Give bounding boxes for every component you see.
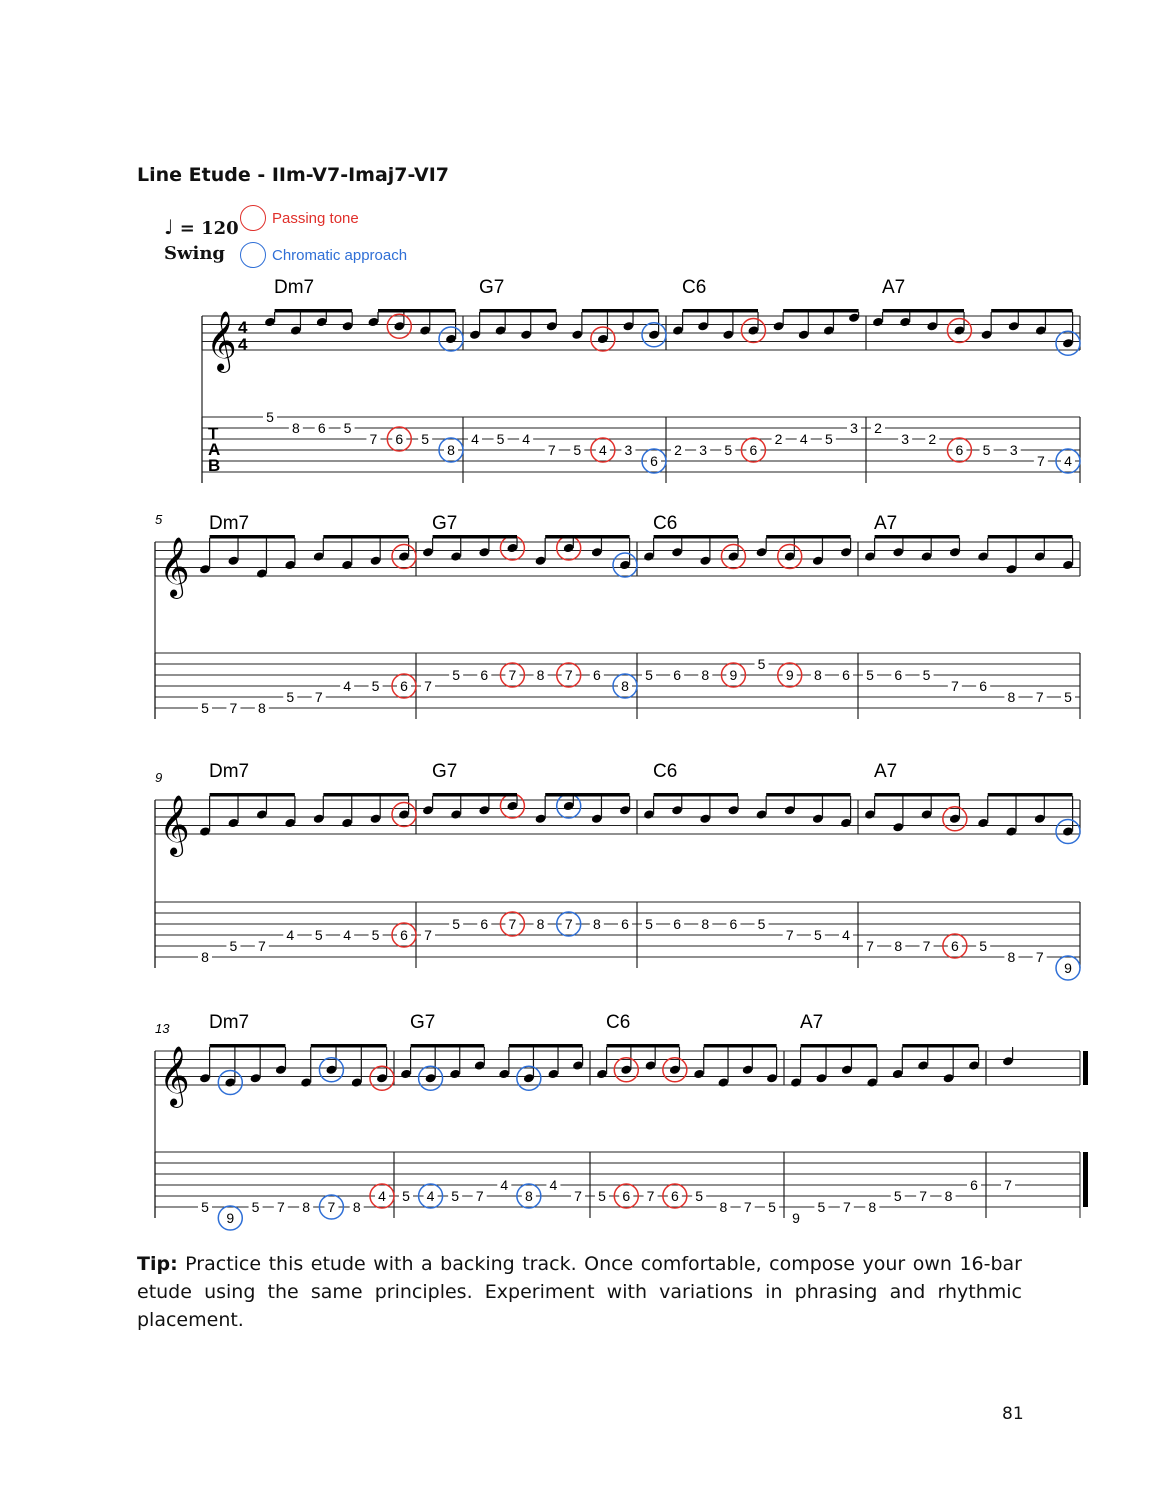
fret-number: 5 bbox=[982, 442, 991, 458]
beam bbox=[883, 309, 964, 313]
fret-number: 5 bbox=[201, 700, 209, 716]
swing-feel: Swing bbox=[164, 243, 226, 264]
fret-number: 4 bbox=[343, 678, 352, 694]
chord-symbol: G7 bbox=[432, 513, 458, 534]
fret-number: 5 bbox=[421, 431, 430, 447]
beam bbox=[433, 793, 517, 797]
fret-number: 7 bbox=[646, 1188, 655, 1204]
fret-number: 5 bbox=[286, 689, 295, 705]
fret-number: 8 bbox=[592, 916, 601, 932]
fret-number: 9 bbox=[792, 1210, 800, 1226]
fret-number: 8 bbox=[302, 1199, 311, 1215]
fret-number: 6 bbox=[395, 431, 404, 447]
fret-number: 4 bbox=[1064, 453, 1072, 469]
chord-symbol: C6 bbox=[653, 513, 678, 534]
fret-number: 5 bbox=[598, 1188, 606, 1204]
fret-number: 5 bbox=[866, 667, 874, 683]
beam bbox=[275, 309, 353, 313]
fret-number: 6 bbox=[670, 1188, 679, 1204]
chord-symbol: C6 bbox=[653, 761, 678, 782]
measure-number: 13 bbox=[155, 1021, 170, 1036]
treble-clef-icon: 𝄞 bbox=[159, 1047, 190, 1105]
tempo-bpm: = 120 bbox=[179, 218, 239, 239]
fret-number: 6 bbox=[480, 916, 489, 932]
fret-number: 8 bbox=[257, 700, 266, 716]
beam bbox=[654, 793, 738, 797]
fret-number: 2 bbox=[674, 442, 682, 458]
fret-number: 9 bbox=[785, 667, 794, 683]
fret-number: 6 bbox=[970, 1177, 978, 1193]
fret-number: 6 bbox=[400, 927, 408, 943]
fret-number: 5 bbox=[979, 938, 988, 954]
fret-number: 3 bbox=[624, 442, 633, 458]
fret-number: 8 bbox=[813, 667, 822, 683]
beam bbox=[433, 535, 517, 539]
fret-number: 7 bbox=[950, 678, 959, 694]
beam bbox=[545, 535, 629, 539]
fret-number: 4 bbox=[426, 1188, 435, 1204]
beam bbox=[480, 309, 557, 313]
fret-number: 7 bbox=[785, 927, 794, 943]
fret-number: 8 bbox=[524, 1188, 533, 1204]
beam bbox=[766, 535, 850, 539]
fret-number: 6 bbox=[979, 678, 988, 694]
chord-symbol: Dm7 bbox=[209, 513, 250, 534]
fret-number: 4 bbox=[799, 431, 808, 447]
fret-number: 5 bbox=[645, 667, 653, 683]
fret-number: 6 bbox=[842, 667, 850, 683]
fret-number: 7 bbox=[574, 1188, 582, 1204]
fret-number: 7 bbox=[276, 1199, 285, 1215]
fret-number: 8 bbox=[719, 1199, 728, 1215]
fret-number: 6 bbox=[622, 1188, 631, 1204]
fret-number: 7 bbox=[866, 938, 874, 954]
fret-number: 4 bbox=[549, 1177, 558, 1193]
chord-symbol: A7 bbox=[874, 761, 898, 782]
fret-number: 5 bbox=[371, 927, 380, 943]
fret-number: 7 bbox=[1036, 453, 1045, 469]
fret-number: 5 bbox=[757, 916, 766, 932]
quarter-note-icon: ♩ bbox=[164, 215, 174, 239]
fret-number: 4 bbox=[522, 431, 531, 447]
fret-number: 5 bbox=[645, 916, 653, 932]
beam bbox=[582, 309, 659, 313]
legend-approach-label: Chromatic approach bbox=[272, 246, 408, 264]
fret-number: 5 bbox=[452, 916, 461, 932]
chord-symbol: Dm7 bbox=[274, 277, 315, 298]
fret-number: 7 bbox=[424, 678, 432, 694]
fret-number: 7 bbox=[424, 927, 432, 943]
fret-number: 6 bbox=[317, 420, 326, 436]
beam bbox=[210, 1044, 286, 1048]
chord-symbol: A7 bbox=[874, 513, 898, 534]
time-signature-bottom: 4 bbox=[238, 335, 248, 354]
chord-symbol: Dm7 bbox=[209, 1012, 250, 1033]
final-barline bbox=[1083, 1152, 1088, 1207]
treble-clef-icon: 𝄞 bbox=[206, 312, 237, 370]
fret-number: 7 bbox=[1035, 689, 1044, 705]
final-barline bbox=[1083, 1051, 1088, 1085]
chord-symbol: C6 bbox=[606, 1012, 631, 1033]
fret-number: 4 bbox=[378, 1188, 386, 1204]
fret-number: 5 bbox=[824, 431, 833, 447]
chord-symbol: G7 bbox=[432, 761, 458, 782]
treble-clef-icon: 𝄞 bbox=[159, 796, 190, 854]
fret-number: 7 bbox=[564, 667, 573, 683]
fret-number: 5 bbox=[757, 656, 766, 672]
fret-number: 8 bbox=[536, 916, 545, 932]
fret-number: 7 bbox=[229, 700, 238, 716]
fret-number: 5 bbox=[229, 938, 238, 954]
chord-symbol: A7 bbox=[882, 277, 906, 298]
beam bbox=[545, 793, 629, 797]
tab-clef-letter: A bbox=[208, 440, 221, 459]
fret-number: 7 bbox=[369, 431, 378, 447]
fret-number: 5 bbox=[695, 1188, 704, 1204]
fret-number: 2 bbox=[928, 431, 937, 447]
beam bbox=[875, 535, 960, 539]
fret-number: 5 bbox=[724, 442, 733, 458]
beam bbox=[704, 1044, 777, 1048]
fret-number: 6 bbox=[650, 453, 658, 469]
fret-number: 2 bbox=[774, 431, 783, 447]
fret-number: 5 bbox=[1064, 689, 1072, 705]
fret-number: 7 bbox=[1035, 949, 1044, 965]
fret-number: 7 bbox=[475, 1188, 484, 1204]
beam bbox=[875, 793, 960, 797]
fret-number: 3 bbox=[901, 431, 910, 447]
fret-number: 4 bbox=[842, 927, 850, 943]
fret-number: 6 bbox=[894, 667, 903, 683]
fret-number: 7 bbox=[743, 1199, 752, 1215]
fret-number: 8 bbox=[701, 916, 710, 932]
fret-number: 7 bbox=[922, 938, 931, 954]
treble-clef-icon: 𝄞 bbox=[159, 538, 190, 596]
fret-number: 8 bbox=[1007, 949, 1016, 965]
beam bbox=[210, 793, 295, 797]
fret-number: 8 bbox=[868, 1199, 877, 1215]
measure-number: 9 bbox=[155, 770, 163, 785]
fret-number: 6 bbox=[950, 938, 959, 954]
time-signature-top: 4 bbox=[238, 318, 248, 337]
beam bbox=[323, 793, 408, 797]
chord-symbol: A7 bbox=[800, 1012, 824, 1033]
fret-number: 5 bbox=[343, 420, 352, 436]
fret-number: 3 bbox=[1009, 442, 1018, 458]
beam bbox=[902, 1044, 978, 1048]
fret-number: 8 bbox=[621, 678, 629, 694]
fret-number: 5 bbox=[817, 1199, 826, 1215]
fret-number: 8 bbox=[291, 420, 300, 436]
fret-number: 6 bbox=[673, 916, 682, 932]
beam bbox=[323, 535, 408, 539]
beam bbox=[607, 1044, 680, 1048]
beam bbox=[801, 1044, 877, 1048]
fret-number: 5 bbox=[314, 927, 323, 943]
fret-number: 5 bbox=[452, 667, 461, 683]
fret-number: 5 bbox=[768, 1199, 776, 1215]
beam bbox=[988, 535, 1073, 539]
fret-number: 8 bbox=[352, 1199, 361, 1215]
fret-number: 3 bbox=[699, 442, 708, 458]
fret-number: 7 bbox=[508, 667, 517, 683]
fret-number: 8 bbox=[447, 442, 455, 458]
fret-number: 9 bbox=[1064, 960, 1072, 976]
beam bbox=[378, 309, 456, 313]
beam bbox=[654, 535, 738, 539]
beam bbox=[988, 793, 1073, 797]
fret-number: 6 bbox=[749, 442, 758, 458]
fret-number: 6 bbox=[621, 916, 629, 932]
fret-number: 8 bbox=[201, 949, 209, 965]
page-title: Line Etude - IIm-V7-Imaj7-VI7 bbox=[137, 164, 450, 186]
fret-number: 9 bbox=[226, 1210, 235, 1226]
fret-number: 4 bbox=[471, 431, 479, 447]
beam bbox=[766, 793, 850, 797]
tab-clef-letter: T bbox=[208, 424, 219, 443]
fret-number: 5 bbox=[266, 409, 274, 425]
beam bbox=[210, 535, 295, 539]
page-number: 81 bbox=[1002, 1404, 1024, 1424]
fret-number: 5 bbox=[251, 1199, 260, 1215]
tip-text: Practice this etude with a backing track. Once comfortable, compose your own 16-bar etude using the same principles. Experiment with variations in phrasing and rhythmic placement. bbox=[137, 1253, 1022, 1331]
fret-number: 5 bbox=[573, 442, 582, 458]
fret-number: 8 bbox=[1007, 689, 1016, 705]
fret-number: 5 bbox=[451, 1188, 460, 1204]
chord-symbol: G7 bbox=[410, 1012, 436, 1033]
fret-number: 6 bbox=[592, 667, 601, 683]
measure-number: 5 bbox=[155, 512, 163, 527]
fret-number: 7 bbox=[842, 1199, 851, 1215]
beam bbox=[783, 309, 858, 313]
fret-number: 7 bbox=[564, 916, 573, 932]
chord-symbol: C6 bbox=[682, 277, 707, 298]
fret-number: 5 bbox=[496, 431, 505, 447]
tab-clef-letter: B bbox=[208, 456, 221, 475]
fret-number: 5 bbox=[813, 927, 822, 943]
fret-number: 9 bbox=[729, 667, 738, 683]
fret-number: 4 bbox=[598, 442, 607, 458]
chord-symbol: Dm7 bbox=[209, 761, 250, 782]
fret-number: 2 bbox=[874, 420, 882, 436]
fret-number: 4 bbox=[500, 1177, 509, 1193]
beam bbox=[683, 309, 758, 313]
fret-number: 7 bbox=[314, 689, 323, 705]
legend-passing-label: Passing tone bbox=[272, 209, 359, 227]
fret-number: 7 bbox=[1004, 1177, 1012, 1193]
fret-number: 7 bbox=[919, 1188, 928, 1204]
fret-number: 7 bbox=[547, 442, 556, 458]
fret-number: 5 bbox=[402, 1188, 410, 1204]
fret-number: 5 bbox=[893, 1188, 902, 1204]
fret-number: 8 bbox=[536, 667, 545, 683]
tip-paragraph bbox=[137, 1250, 1022, 1334]
fret-number: 8 bbox=[944, 1188, 953, 1204]
beam bbox=[991, 309, 1072, 313]
fret-number: 5 bbox=[371, 678, 380, 694]
fret-number: 7 bbox=[327, 1199, 336, 1215]
beam bbox=[311, 1044, 387, 1048]
beam bbox=[509, 1044, 583, 1048]
fret-number: 6 bbox=[673, 667, 682, 683]
fret-number: 7 bbox=[257, 938, 266, 954]
beam bbox=[411, 1044, 485, 1048]
fret-number: 8 bbox=[701, 667, 710, 683]
chord-symbol: G7 bbox=[479, 277, 505, 298]
fret-number: 4 bbox=[343, 927, 352, 943]
fret-number: 6 bbox=[480, 667, 489, 683]
fret-number: 5 bbox=[922, 667, 931, 683]
fret-number: 7 bbox=[508, 916, 517, 932]
fret-number: 6 bbox=[400, 678, 408, 694]
fret-number: 8 bbox=[894, 938, 903, 954]
fret-number: 5 bbox=[201, 1199, 209, 1215]
fret-number: 3 bbox=[850, 420, 858, 436]
fret-number: 6 bbox=[729, 916, 738, 932]
tip-label: Tip: bbox=[137, 1253, 178, 1275]
fret-number: 4 bbox=[286, 927, 295, 943]
fret-number: 6 bbox=[955, 442, 964, 458]
